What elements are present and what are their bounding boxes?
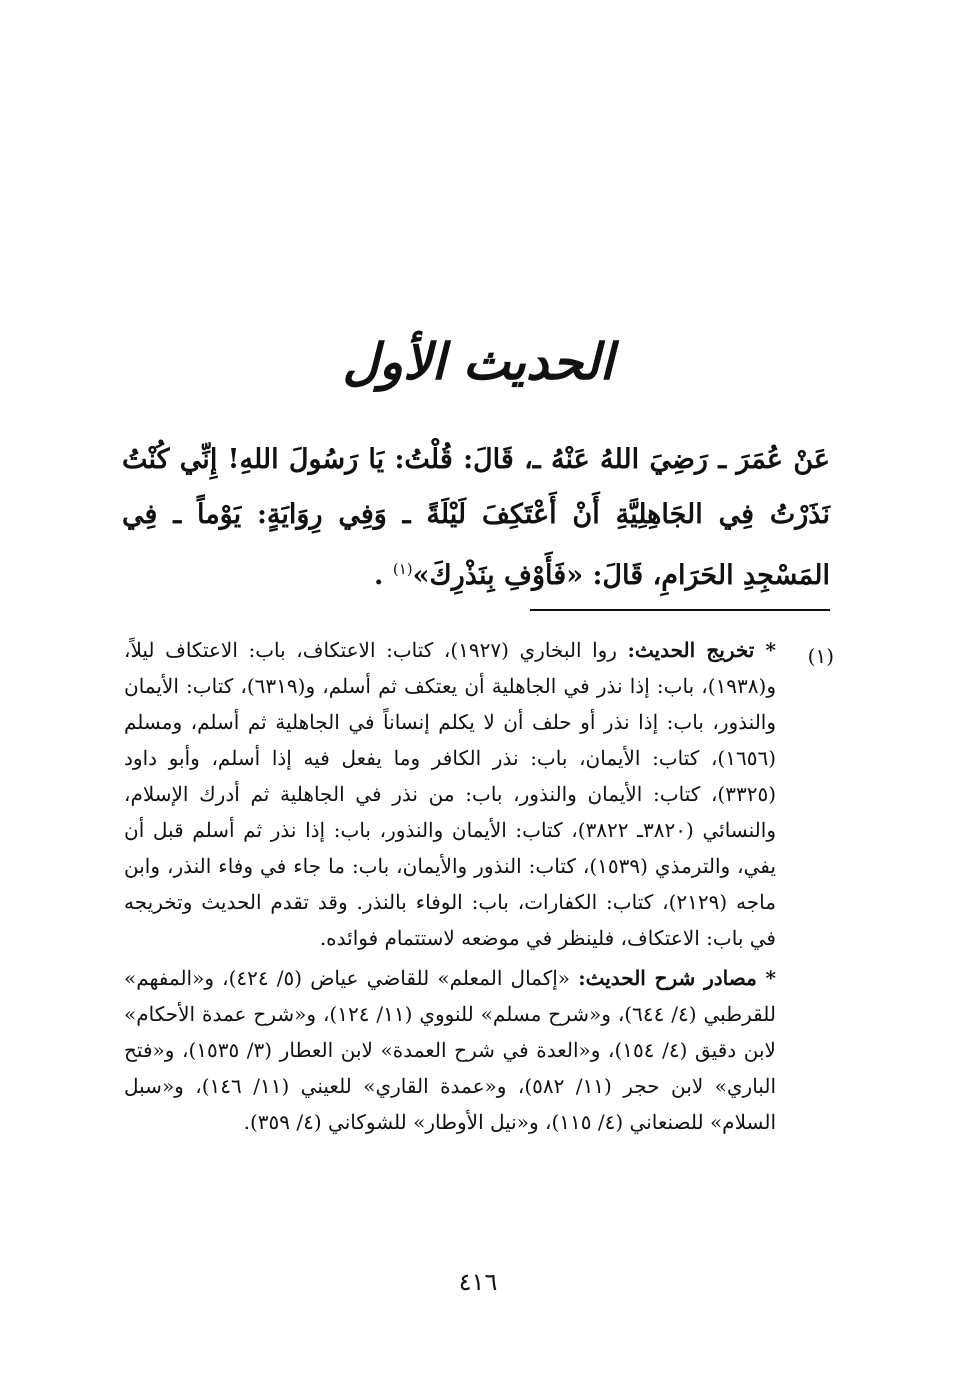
hadith-end-mark: .: [374, 560, 384, 591]
footnote-separator: [530, 609, 830, 611]
masadir-text: «إكمال المعلم» للقاضي عياض (٥/ ٤٢٤)، و«المفهم» للقرطبي (٤/ ٦٤٤)، و«شرح مسلم» للنووي (١١/ ١٢٤)، و«شرح عمدة الأحكام» لابن دقيق (٤/ ١٥٤)، و«العدة في شرح العمدة» لابن العطار (٣/ ١٥٣٥)، و«فتح الباري» لابن حجر (١١/ ٥٨٢)، و«عمدة القاري» للعيني (١١/ ١٤٦)، و«سبل السلام» للصنعاني (٤/ ١١٥)، و«نيل الأوطار» للشوكاني (٤/ ٣٥٩).: [124, 966, 776, 1134]
chapter-title: الحديث الأول: [342, 332, 614, 391]
hadith-text: [122, 432, 830, 603]
takhrij-label: * تخريج الحديث:: [627, 638, 776, 662]
page-number: ٤١٦: [458, 1268, 498, 1296]
footnote-reference[interactable]: (١): [392, 560, 413, 578]
masadir-paragraph: [124, 960, 776, 1140]
takhrij-paragraph: [124, 632, 776, 956]
footnotes-block: [124, 632, 776, 1140]
hadith-body: عَنْ عُمَرَ ـ رَضِيَ اللهُ عَنْهُ ـ، قَالَ: قُلْتُ: يَا رَسُولَ اللهِ! إِنِّي كُنْتُ نَذَرْتُ فِي الجَاهِلِيَّةِ أَنْ أَعْتَكِفَ لَيْلَةً ـ وَفِي رِوَايَةٍ: يَوْماً ـ فِي المَسْجِدِ الحَرَامِ، قَالَ: «فَأَوْفِ بِنَذْرِكَ»: [122, 444, 830, 591]
footnote-marker: (١): [807, 644, 834, 668]
takhrij-text: روا البخاري (١٩٢٧)، كتاب: الاعتكاف، باب: الاعتكاف ليلاً، و(١٩٣٨)، باب: إذا نذر في الجاهلية أن يعتكف ثم أسلم، و(٦٣١٩)، كتاب: الأيمان والنذور، باب: إذا نذر أو حلف أن لا يكلم إنساناً في الجاهلية ثم أسلم، ومسلم (١٦٥٦)، كتاب: الأيمان، باب: نذر الكافر وما يفعل فيه إذا أسلم، وأبو داود (٣٣٢٥)، كتاب: الأيمان والنذور، باب: من نذر في الجاهلية ثم أدرك الإسلام، والنسائي (٣٨٢٠ـ ٣٨٢٢)، كتاب: الأيمان والنذور، باب: إذا نذر ثم أسلم قبل أن يفي، والترمذي (١٥٣٩)، كتاب: النذور والأيمان، باب: ما جاء في وفاء النذر، وابن ماجه (٢١٢٩)، كتاب: الكفارات، باب: الوفاء بالنذر. وقد تقدم الحديث وتخريجه في باب: الاعتكاف، فلينظر في موضعه لاستتمام فوائده.: [124, 638, 776, 950]
masadir-label: * مصادر شرح الحديث:: [578, 966, 776, 990]
